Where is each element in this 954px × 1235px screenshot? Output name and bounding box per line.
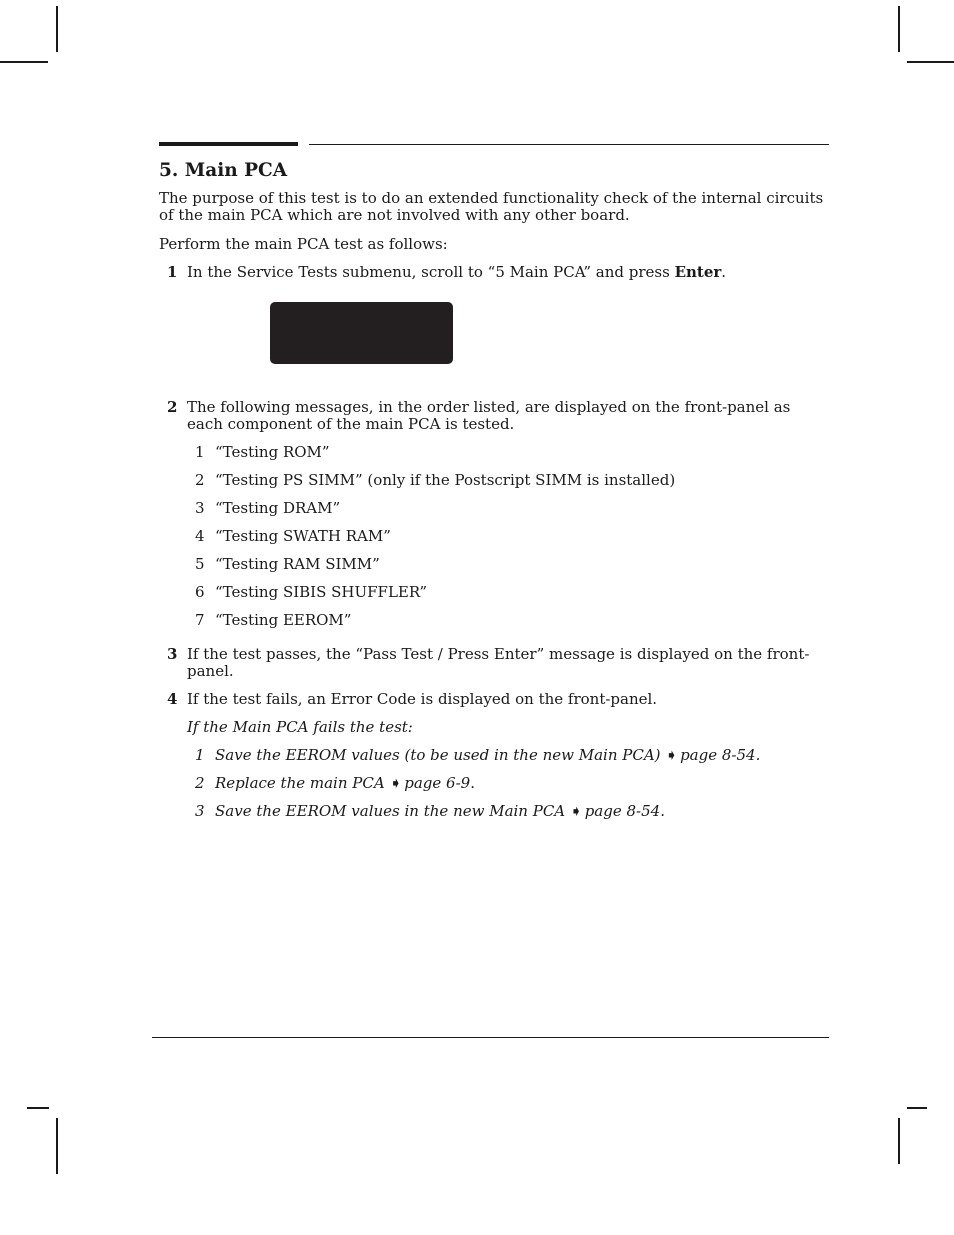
lead-paragraph: Perform the main PCA test as follows:: [159, 235, 448, 253]
page-content: [159, 160, 829, 820]
section-title: 5. Main PCA: [159, 160, 288, 181]
list-item: 2 Replace the main PCA ➧ page 6-9.: [195, 774, 475, 792]
list-item: 1 “Testing ROM”: [195, 443, 330, 461]
arrow-right-icon: ➧: [569, 802, 583, 820]
step-text: If the test fails, an Error Code is displayed on the front-panel.: [187, 690, 658, 708]
intro-paragraph: The purpose of this test is to do an extended functionality check of the internal circuits of the main PCA which are not involved with any other board.: [159, 189, 824, 224]
arrow-right-icon: ➧: [665, 746, 678, 764]
list-item: 7 “Testing EEROM”: [195, 611, 352, 629]
header-rule-thin: [309, 144, 829, 145]
list-item: 1 Save the EEROM values (to be used in the new Main PCA) ➧ page 8-54.: [195, 746, 761, 764]
list-item: 6 “Testing SIBIS SHUFFLER”: [195, 583, 427, 601]
page-reference[interactable]: page 8-54.: [584, 802, 665, 820]
failure-heading: If the Main PCA fails the test:: [187, 718, 413, 736]
list-item: 3 “Testing DRAM”: [195, 499, 341, 517]
footer-rule: [152, 1037, 829, 1038]
step-text: In the Service Tests submenu, scroll to “5 Main PCA” and press: [187, 263, 675, 281]
arrow-right-icon: ➧: [389, 774, 403, 792]
step-1: 1 In the Service Tests submenu, scroll to “5 Main PCA” and press Enter.: [167, 263, 727, 281]
crop-mark: [898, 6, 900, 52]
step-number: 2: [167, 398, 178, 416]
step-number: 4: [167, 690, 178, 708]
step-text: If the test passes, the “Pass Test / Press Enter” message is displayed on the front-panel.: [187, 645, 810, 680]
page-reference[interactable]: page 6-9.: [404, 774, 475, 792]
step-2: [159, 399, 829, 433]
front-panel-display: [270, 302, 453, 364]
page-reference[interactable]: page 8-54.: [680, 746, 761, 764]
list-item: 2 “Testing PS SIMM” (only if the Postscript SIMM is installed): [195, 471, 676, 489]
enter-key-label: Enter: [674, 263, 722, 281]
crop-mark: [898, 1118, 900, 1164]
crop-mark: [56, 1118, 58, 1174]
crop-mark: [56, 6, 58, 52]
crop-mark: [27, 1107, 49, 1109]
header-rule-thick: [159, 142, 298, 146]
step-text: The following messages, in the order listed, are displayed on the front-panel as each component of the main PCA is tested.: [187, 398, 791, 433]
step-number: 3: [167, 645, 178, 663]
list-item: 3 Save the EEROM values in the new Main PCA ➧ page 8-54.: [195, 802, 665, 820]
step-number: 1: [167, 263, 178, 281]
step-4: [159, 691, 829, 708]
failure-list: [159, 747, 829, 820]
crop-mark: [907, 61, 954, 63]
list-item: 5 “Testing RAM SIMM”: [195, 555, 380, 573]
message-list: [159, 444, 829, 629]
step-3: [159, 646, 829, 680]
crop-mark: [907, 1107, 927, 1109]
list-item: 4 “Testing SWATH RAM”: [195, 527, 391, 545]
crop-mark: [0, 61, 48, 63]
